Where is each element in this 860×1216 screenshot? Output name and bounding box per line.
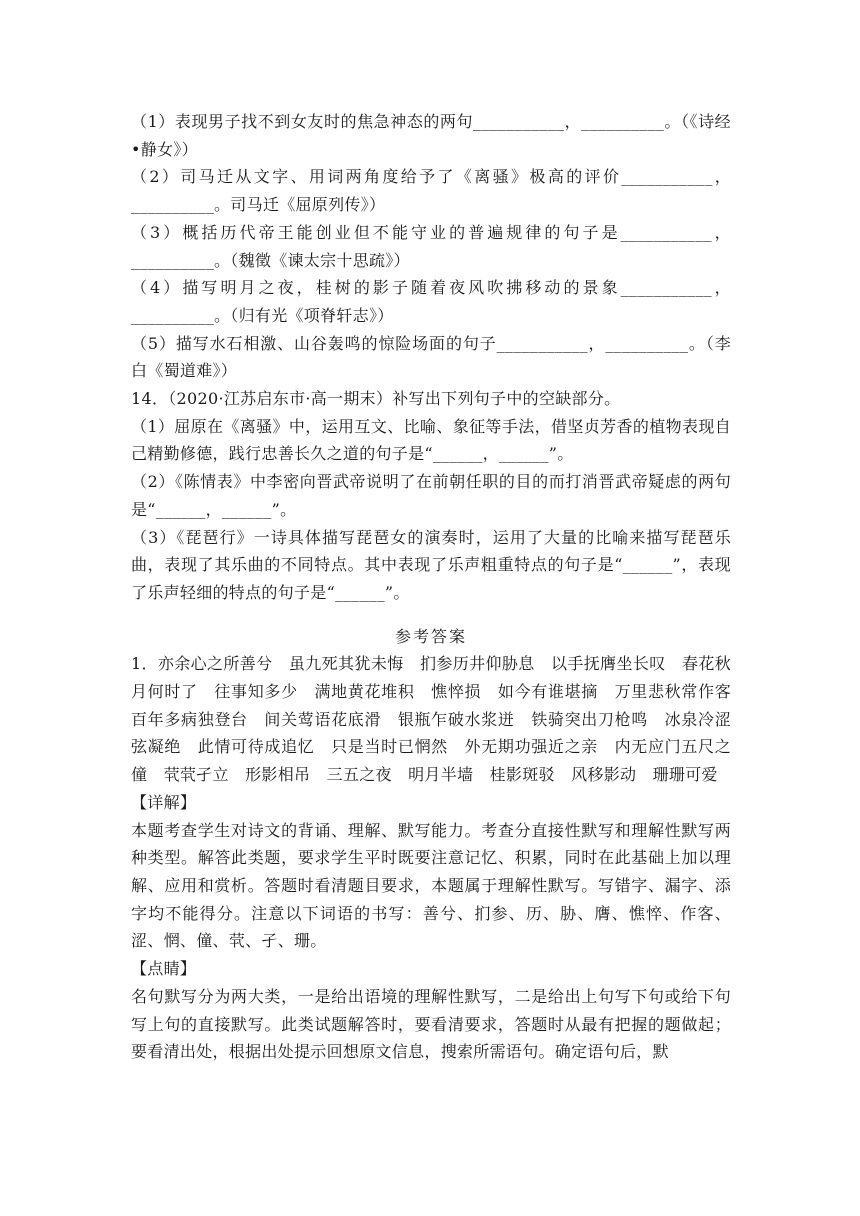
question-14-title: 14．（2020·江苏启东市·高一期末）补写出下列句子中的空缺部分。 <box>131 389 621 409</box>
question-item-4: （4）描写明月之夜，桂树的影子随着夜风吹拂移动的景象___________，__________。（归有光《项脊轩志》） <box>131 278 731 325</box>
point-text: 名句默写分为两大类，一是给出语境的理解性默写，二是给出上句写下句或给下句写上句的直接默写。此类试题解答时，要看清要求，答题时从最有把握的题做起；要看清出处，根据出处提示回想原文信息，搜索所需语句。确定语句后，默 <box>131 986 731 1062</box>
question-item-3: （3）概括历代帝王能创业但不能守业的普遍规律的句子是___________，__________。（魏徵《谏太宗十思疏》） <box>131 222 731 270</box>
question-14-item-3: （3）《琵琶行》一诗具体描写琵琶女的演奏时，运用了大量的比喻来描写琵琶乐曲，表现了其乐曲的不同特点。其中表现了乐声粗重特点的句子是“______”，表现了乐声轻细的特点的句子是“______”。 <box>131 527 731 602</box>
page-content <box>131 108 748 1066</box>
question-item-5: （5）描写水石相激、山谷轰鸣的惊险场面的句子___________，__________。（李白《蜀道难》） <box>131 333 731 381</box>
question-item-1: （1）表现男子找不到女友时的焦急神态的两句___________，__________。（《诗经•静女》） <box>131 112 731 159</box>
question-14-item-2: （2）《陈情表》中李密向晋武帝说明了在前朝任职的目的而打消晋武帝疑虑的两句是“______，______”。 <box>131 472 731 519</box>
detail-title: 【详解】 <box>131 792 197 812</box>
question-14-item-1: （1）屈原在《离骚》中，运用互文、比喻、象征等手法，借坚贞芳香的植物表现自己精勤修德，践行忠善长久之道的句子是“______，______”。 <box>131 416 731 464</box>
answer-1: 1．亦余心之所善兮 虽九死其犹未悔 扪参历井仰胁息 以手抚膺坐长叹 春花秋月何时了 往事知多少 满地黄花堆积 憔悴损 如今有谁堪摘 万里悲秋常作客 百年多病独登台 间关莺语花底滑 银瓶乍破水浆迸 铁骑突出刀枪鸣 冰泉冷涩弦凝绝 此情可待成追忆 只是当时已惘然 外无期功强近之亲 内无应门五尺之僮 茕茕孑立 形影相吊 三五之夜 明月半墙 桂影斑驳 风移影动 珊珊可爱 <box>131 654 748 785</box>
question-item-2: （2）司马迁从文字、用词两角度给予了《离骚》极高的评价___________，__________。司马迁《屈原列传》） <box>131 167 731 215</box>
point-title: 【点睛】 <box>131 959 197 979</box>
detail-text: 本题考查学生对诗文的背诵、理解、默写能力。考查分直接性默写和理解性默写两种类型。解答此类题，要求学生平时既要注意记忆、积累，同时在此基础上加以理解、应用和赏析。答题时看清题目要求，本题属于理解性默写。写错字、漏字、添字均不能得分。注意以下词语的书写：善兮、扪参、历、胁、膺、憔悴、作客、涩、惘、僮、茕、孑、珊。 <box>131 820 731 951</box>
answers-heading: 参考答案 <box>394 626 467 646</box>
